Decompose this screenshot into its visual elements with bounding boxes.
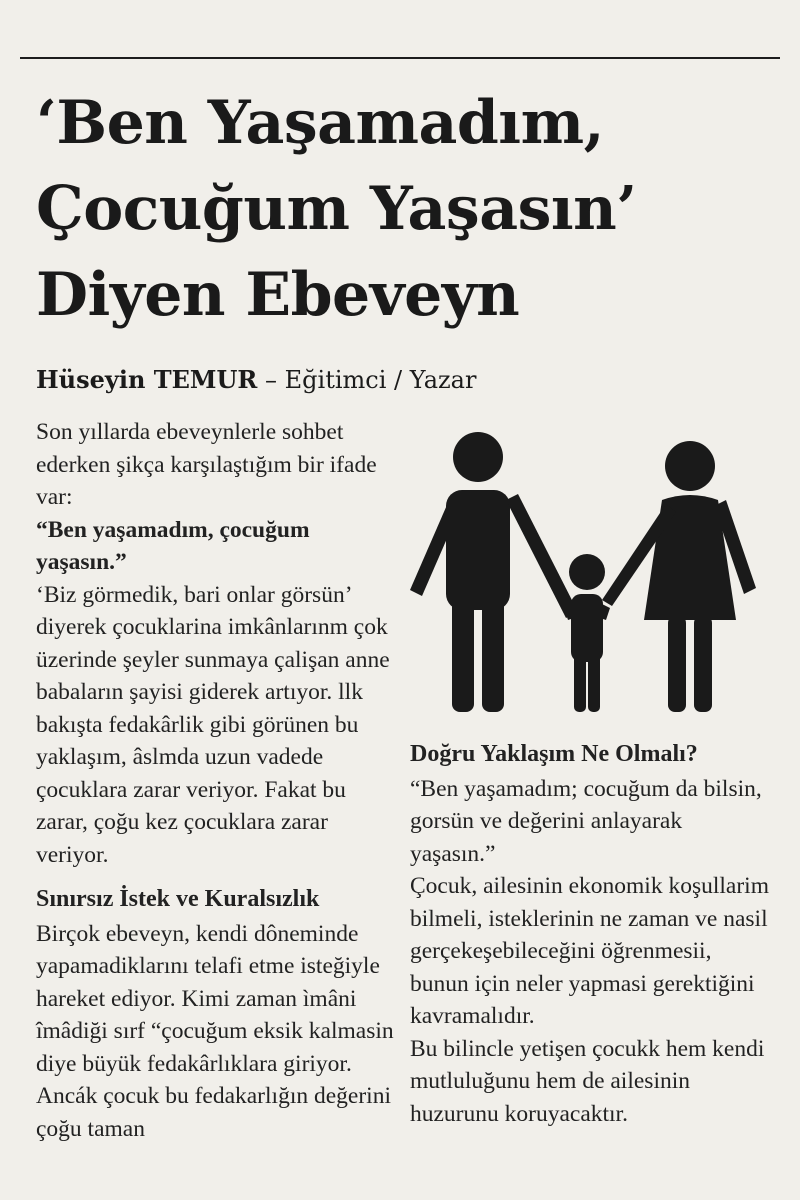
intro-paragraph: Son yıllarda ebeveynlerle sohbet ederken şikça karşılaştığım bir ifade var: [36, 419, 377, 510]
author-role: Eğitimci / Yazar [284, 366, 477, 394]
body-paragraph: ‘Biz görmedik, bari onlar görsün’ diyerek çocuklarina imkânlarınm çok üzerinde şeyler sunmaya çalişan anne babaların şayisi giderek artıyor. llk bakışta fedakârlik gibi görünen bu yaklaşım, âslmda uzun vadede çocuklara zarar veriyor. Fakat bu zarar, çoğu kez çocuklara zarar veriyor. [36, 581, 390, 868]
author-name: Hüseyin TEMUR [36, 365, 258, 394]
headline-line-2: Çocuğum Yaşasın’ [36, 174, 637, 244]
byline [36, 362, 476, 398]
right-column [410, 738, 770, 1130]
left-column [36, 416, 396, 1145]
right-body: Çocuk, ailesinin ekonomik koşullarim bilmeli, isteklerinin ne zaman ve nasil gerçekeşebileceğini öğrenmesii, bunun için neler yapmasi gerektiğini kavramalıdır. [410, 873, 769, 1029]
right-closing: Bu bilincle yetişen çocukk hem kendi mutluluğunu hem de ailesinin huzurunu koruyacaktır. [410, 1035, 765, 1127]
headline [36, 80, 776, 338]
pull-quote: “Ben yaşamadım, çocuğum yaşasın.” [36, 516, 310, 575]
top-rule [20, 57, 780, 59]
body-paragraph-2: Birçok ebeveyn, kendi dôneminde yapamadiklarını telafi etme isteğiyle hareket ediyor. Kimi zaman ìmâni îmâdiği sırf “çocuğum eksik kalmasin diye büyük fedakârlıklara giriyor. Ancák çocuk bu fedakarlığın değerini çoğu taman [36, 920, 394, 1142]
family-icon [400, 420, 770, 720]
headline-line-1: ‘Ben Yaşamadım, [36, 88, 604, 158]
subheading-right-approach: Doğru Yaklaşım Ne Olmalı? [410, 741, 698, 767]
byline-separator: – [257, 366, 285, 394]
right-quote: “Ben yaşamadım; cocuğum da bilsin, gorsün ve değerini anlayarak yaşasın.” [410, 775, 762, 867]
subheading-unlimited-wishes: Sınırsız İstek ve Kuralsızlık [36, 886, 320, 912]
headline-line-3: Diyen Ebeveyn [36, 260, 520, 330]
